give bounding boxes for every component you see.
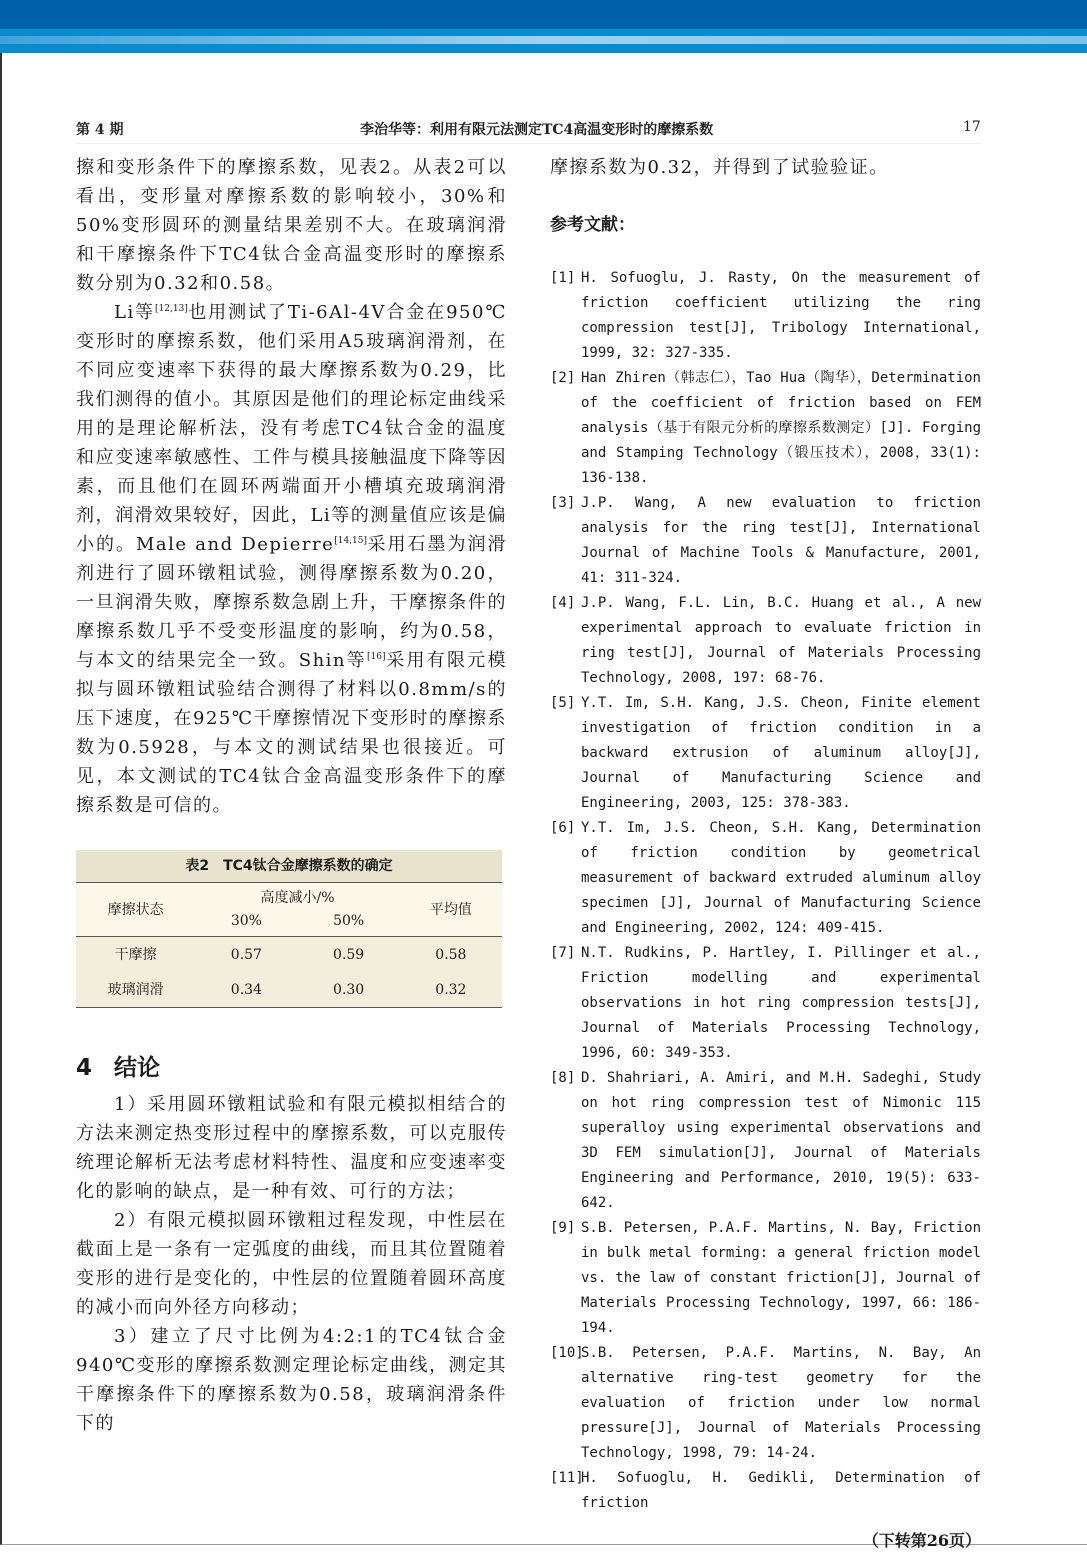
header-banner-highlight bbox=[0, 36, 1087, 44]
paragraph-text: 2）有限元模拟圆环镦粗过程发现，中性层在截面上是一条有一定弧度的曲线，而且其位置随着变形的进行是变化的，中性层的位置随着圆环高度的减小而向外径方向移动； bbox=[76, 1210, 507, 1318]
section-title: 结论 bbox=[114, 1055, 161, 1081]
reference-text: N.T. Rudkins, P. Hartley, I. Pillinger et al., Friction modelling and experimental observations in hot ring compression tests[J], Journal of Materials Processing Technology, 1996, 60: 349-353. bbox=[581, 945, 981, 1061]
cell-avg: 0.32 bbox=[400, 972, 502, 1008]
reference-text: D. Shahriari, A. Amiri, and M.H. Sadeghi, Study on hot ring compression test of Nimonic 115 superalloy using experimental observations and 3D FEM simulation[J], Journal of Materials Engineering and Performance, 2010, 19(5): 633-642. bbox=[581, 1070, 981, 1211]
paragraph bbox=[76, 1206, 507, 1322]
reference-text: Y.T. Im, S.H. Kang, J.S. Cheon, Finite element investigation of friction condition in a backward extrusion of aluminum alloy[J], Journal of Manufacturing Science and Engineering, 2003, 125: 378-383. bbox=[581, 695, 981, 811]
continued-note: （下转第26页） bbox=[862, 1531, 981, 1550]
conclusions-body bbox=[76, 1090, 507, 1438]
reference-item bbox=[550, 1066, 981, 1216]
reference-item bbox=[550, 691, 981, 816]
reference-text: J.P. Wang, F.L. Lin, B.C. Huang et al., A new experimental approach to evaluate friction in ring test[J], Journal of Materials Processing Technology, 2008, 197: 68-76. bbox=[581, 595, 981, 686]
reference-text: H. Sofuoglu, J. Rasty, On the measurement of friction coefficient utilizing the ring compression test[J], Tribology International, 1999, 32: 327-335. bbox=[581, 270, 981, 361]
cell-30: 0.34 bbox=[195, 972, 297, 1008]
reference-number: [8] bbox=[550, 1070, 576, 1086]
reference-item bbox=[550, 1216, 981, 1341]
col-header-avg: 平均值 bbox=[400, 883, 502, 937]
cell-30: 0.57 bbox=[195, 937, 297, 973]
reference-number: [1] bbox=[550, 270, 576, 286]
cell-avg: 0.58 bbox=[400, 937, 502, 973]
col-header-group: 高度减小/% bbox=[195, 883, 400, 909]
reference-item bbox=[550, 1341, 981, 1466]
citation: [14,15] bbox=[334, 536, 368, 546]
col-header-50: 50% bbox=[297, 908, 399, 937]
reference-item bbox=[550, 1466, 981, 1516]
paragraph-text: Li等 bbox=[114, 302, 156, 323]
cell-state: 干摩擦 bbox=[76, 937, 195, 973]
paragraph-text: 1）采用圆环镦粗试验和有限元模拟相结合的方法来测定热变形过程中的摩擦系数，可以克服传统理论解析无法考虑材料特性、温度和应变速率变化的影响的缺点，是一种有效、可行的方法； bbox=[76, 1094, 507, 1202]
reference-item bbox=[550, 491, 981, 591]
table-row bbox=[76, 937, 502, 973]
reference-item bbox=[550, 266, 981, 366]
reference-text: Han Zhiren（韩志仁），Tao Hua（陶华），Determination of the coefficient of friction based on FEM analysis（基于有限元分析的摩擦系数测定）[J]. Forging and Stamping Technology（锻压技术），2008，33(1): 136-138. bbox=[581, 370, 981, 486]
paragraph bbox=[76, 1322, 507, 1438]
paragraph bbox=[76, 1090, 507, 1206]
cell-50: 0.59 bbox=[297, 937, 399, 973]
reference-item bbox=[550, 366, 981, 491]
reference-item bbox=[550, 941, 981, 1066]
table-caption: 表2 TC4钛合金摩擦系数的确定 bbox=[76, 850, 502, 883]
issue-number: 第 4 期 bbox=[76, 122, 124, 138]
paragraph-text: 3）建立了尺寸比例为4:2:1的TC4钛合金940℃变形的摩擦系数测定理论标定曲线，测定其干摩擦条件下的摩擦系数为0.58，玻璃润滑条件下的 bbox=[76, 1326, 507, 1434]
cell-state: 玻璃润滑 bbox=[76, 972, 195, 1008]
reference-number: [7] bbox=[550, 945, 576, 961]
reference-number: [2] bbox=[550, 370, 576, 386]
reference-text: H. Sofuoglu, H. Gedikli, Determination of friction bbox=[581, 1470, 981, 1511]
table-2 bbox=[76, 850, 502, 1008]
section-number: 4 bbox=[76, 1055, 93, 1081]
reference-number: [3] bbox=[550, 495, 576, 511]
paragraph-text: 采用石墨为润滑剂进行了圆环镦粗试验，测得摩擦系数为0.20，一旦润滑失败，摩擦系数急剧上升，干摩擦条件的摩擦系数几乎不受变形温度的影响，约为0.58，与本文的结果完全一致。Shin等 bbox=[76, 534, 507, 671]
section-heading bbox=[76, 1052, 507, 1084]
col-header-30: 30% bbox=[195, 908, 297, 937]
paragraph bbox=[76, 298, 507, 820]
paragraph bbox=[76, 153, 507, 298]
paragraph-text: 也用测试了Ti-6Al-4V合金在950℃变形时的摩擦系数，他们采用A5玻璃润滑剂，在不同应变速率下获得的最大摩擦系数为0.29，比我们测得的值小。其原因是他们的理论标定曲线采用的是理论解析法，没有考虑TC4钛合金的温度和应变速率敏感性、工件与模具接触温度下降等因素，而且他们在圆环两端面开小槽填充玻璃润滑剂，润滑效果较好，因此，Li等的测量值应该是偏小的。Male and Depierre bbox=[76, 302, 507, 555]
reference-text: J.P. Wang, A new evaluation to friction analysis for the ring test[J], International Journal of Machine Tools & Manufacture, 2001, 41: 311-324. bbox=[581, 495, 981, 586]
right-column bbox=[550, 153, 981, 1552]
left-column-body bbox=[76, 153, 507, 820]
reference-number: [9] bbox=[550, 1220, 576, 1236]
reference-number: [4] bbox=[550, 595, 576, 611]
col-header-state: 摩擦状态 bbox=[76, 883, 195, 937]
header-banner bbox=[0, 0, 1087, 29]
header-divider bbox=[76, 143, 982, 144]
running-title: 李治华等：利用有限元法测定TC4高温变形时的摩擦系数 bbox=[360, 122, 714, 138]
page-number: 17 bbox=[963, 119, 981, 135]
reference-item bbox=[550, 816, 981, 941]
reference-text: S.B. Petersen, P.A.F. Martins, N. Bay, An alternative ring-test geometry for the evaluation of friction under low normal pressure[J], Journal of Materials Processing Technology, 1998, 79: 14-24. bbox=[581, 1345, 981, 1461]
reference-number: [6] bbox=[550, 820, 576, 836]
reference-number: [5] bbox=[550, 695, 576, 711]
conclusion-continuation: 摩擦系数为0.32，并得到了试验验证。 bbox=[550, 157, 889, 178]
references-list bbox=[550, 266, 981, 1516]
reference-number: [10] bbox=[550, 1345, 584, 1361]
reference-item bbox=[550, 591, 981, 691]
citation: [16] bbox=[367, 652, 386, 662]
reference-text: S.B. Petersen, P.A.F. Martins, N. Bay, Friction in bulk metal forming: a general friction model vs. the law of constant friction[J], Journal of Materials Processing Technology, 1997, 66: 186-194. bbox=[581, 1220, 981, 1336]
reference-number: [11] bbox=[550, 1470, 584, 1486]
paragraph-text: 采用有限元模拟与圆环镦粗试验结合测得了材料以0.8mm/s的压下速度，在925℃干摩擦情况下变形时的摩擦系数为0.5928，与本文的测试结果也很接近。可见，本文测试的TC4钛合金高温变形条件下的摩擦系数是可信的。 bbox=[76, 650, 507, 816]
left-column bbox=[76, 153, 507, 1438]
citation: [12,13] bbox=[155, 304, 188, 314]
cell-50: 0.30 bbox=[297, 972, 399, 1008]
references-title: 参考文献： bbox=[550, 215, 635, 235]
paragraph-text: 擦和变形条件下的摩擦系数，见表2。从表2可以看出，变形量对摩擦系数的影响较小，30%和50%变形圆环的测量结果差别不大。在玻璃润滑和干摩擦条件下TC4钛合金高温变形时的摩擦系数分别为0.32和0.58。 bbox=[76, 157, 507, 294]
reference-text: Y.T. Im, J.S. Cheon, S.H. Kang, Determination of friction condition by geometrical measurement of backward extruded aluminum alloy specimen [J], Journal of Manufacturing Science and Engineering, 2002, 124: 409-415. bbox=[581, 820, 981, 936]
table-row bbox=[76, 972, 502, 1008]
